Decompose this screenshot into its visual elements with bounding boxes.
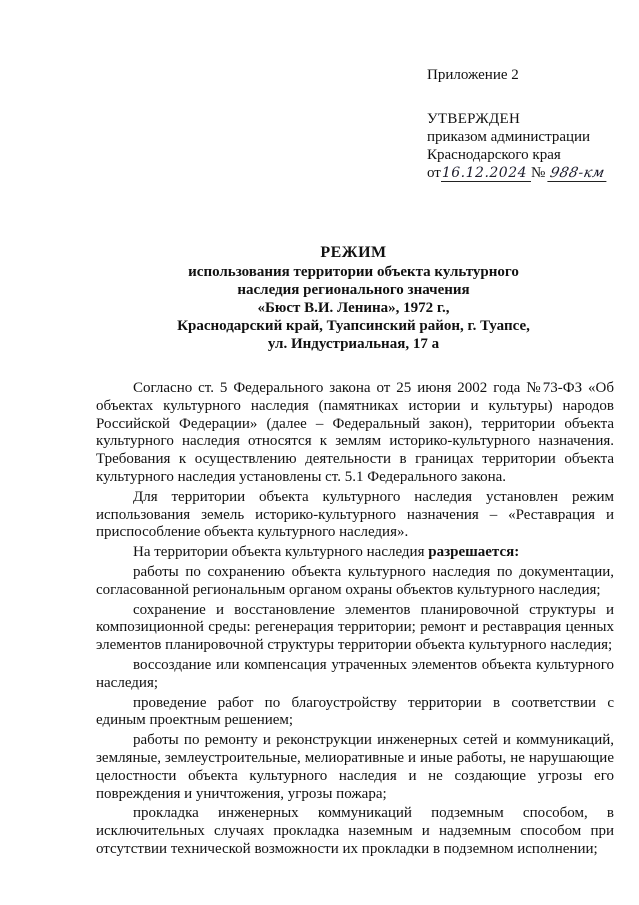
paragraph-item-engineering: работы по ремонту и реконструкции инженерных сетей и коммуникаций, земляные, землеустроительные, мелиоративные и иные работы, не нарушающие целостности объекта культурного наследия и не создающие угрозы его повреждения и уничтожения, угрозы пожара; — [96, 732, 614, 802]
appendix-label: Приложение 2 — [427, 67, 519, 83]
permitted-keyword: разрешается: — [428, 544, 520, 561]
paragraph-permitted-heading — [96, 544, 614, 562]
title-line-5: ул. Индустриальная, 17 а — [267, 336, 440, 352]
paragraph-item-landscaping: проведение работ по благоустройству территории в соответствии с единым проектным решением; — [96, 694, 614, 729]
order-line-1: приказом администрации — [427, 129, 591, 145]
paragraph-regime: Для территории объекта культурного наследия установлен режим использования земель историко-культурного назначения – «Реставрация и приспособление объекта культурного наследия». — [96, 488, 614, 541]
approved-heading: УТВЕРЖДЕН — [427, 111, 521, 127]
paragraph-item-restoration: сохранение и восстановление элементов планировочной структуры и композиционной среды: регенерация территории; ремонт и реставрация ценных элементов планировочной структуры территории объекта культурного наследия; — [96, 601, 614, 654]
document-title: РЕЖИМ — [320, 244, 387, 261]
title-line-1: использования территории объекта культурного — [188, 264, 519, 280]
title-line-4: Краснодарский край, Туапсинский район, г. Туапсе, — [177, 318, 530, 334]
permitted-intro: На территории объекта культурного наследия — [133, 544, 429, 561]
approval-block — [427, 110, 632, 182]
paragraph-item-preservation: работы по сохранению объекта культурного наследия по документации, согласованной региональным органом охраны объектов культурного наследия; — [96, 563, 614, 598]
paragraph-item-utilities: прокладка инженерных коммуникаций подземным способом, в исключительных случаях прокладка наземным и надземным способом при отсутствии технической возможности их прокладки в подземном исполнении; — [96, 805, 614, 857]
order-line-2: Краснодарского края — [427, 147, 561, 163]
handwritten-date: 16.12.2024 — [441, 166, 531, 182]
document-body — [96, 380, 614, 861]
paragraph-item-recreation: воссоздание или компенсация утраченных элементов объекта культурного наследия; — [96, 656, 614, 691]
date-number-line — [427, 164, 632, 182]
date-prefix: от — [427, 165, 441, 181]
number-prefix: № — [531, 165, 546, 181]
document-title-block — [80, 244, 627, 353]
title-line-3: «Бюст В.И. Ленина», 1972 г., — [257, 300, 450, 316]
handwritten-number: 988-км — [547, 166, 610, 182]
title-line-2: наследия регионального значения — [237, 282, 470, 298]
paragraph-legal-basis: Согласно ст. 5 Федерального закона от 25 июня 2002 года №73-ФЗ «Об объектах культурного наследия (памятниках истории и культуры) народов Российской Федерации» (далее – Федеральный закон), территории объекта культурного наследия относятся к землям историко-культурного назначения. Требования к осуществлению деятельности в границах территории объекта культурного наследия установлены ст. 5.1 Федерального закона. — [96, 380, 614, 485]
